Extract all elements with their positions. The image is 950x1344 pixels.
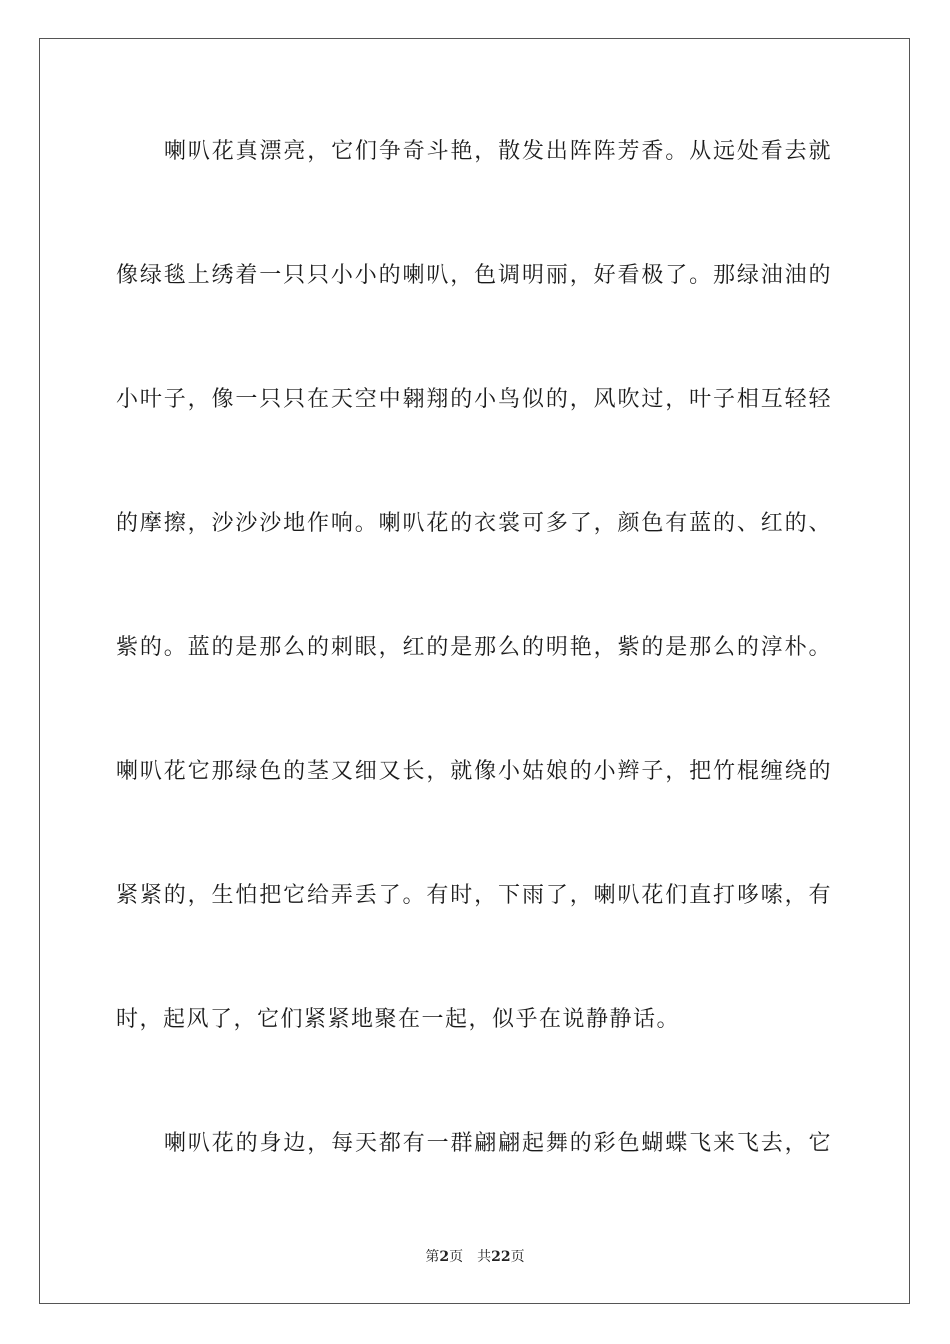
footer-total-suffix: 页 <box>510 1249 525 1265</box>
paragraph-1-line-4: 的摩擦，沙沙沙地作响。喇叭花的衣裳可多了，颜色有蓝的、红的、 <box>116 511 832 536</box>
paragraph-1-line-1: 喇叭花真漂亮，它们争奇斗艳，散发出阵阵芳香。从远处看去就 <box>164 139 832 164</box>
paragraph-2-line-1: 喇叭花的身边，每天都有一群翩翩起舞的彩色蝴蝶飞来飞去，它 <box>164 1131 832 1156</box>
page-border <box>39 38 910 1304</box>
footer-total-pages: 22 <box>491 1249 511 1265</box>
paragraph-1-line-5: 紫的。蓝的是那么的刺眼，红的是那么的明艳，紫的是那么的淳朴。 <box>116 635 832 660</box>
paragraph-1-line-6: 喇叭花它那绿色的茎又细又长，就像小姑娘的小辫子，把竹棍缠绕的 <box>116 759 832 784</box>
paragraph-1-line-3: 小叶子，像一只只在天空中翱翔的小鸟似的，风吹过，叶子相互轻轻 <box>116 387 832 412</box>
paragraph-1-line-7: 紧紧的，生怕把它给弄丢了。有时，下雨了，喇叭花们直打哆嗦，有 <box>116 883 832 908</box>
footer-page-prefix: 第 <box>425 1249 440 1265</box>
footer-page-number: 2 <box>439 1249 450 1265</box>
paragraph-1-line-8: 时，起风了，它们紧紧地聚在一起，似乎在说静静话。 <box>116 1007 681 1032</box>
paragraph-1-line-2: 像绿毯上绣着一只只小小的喇叭，色调明丽，好看极了。那绿油油的 <box>116 263 832 288</box>
footer-total-prefix: 共 <box>477 1249 492 1265</box>
page-footer <box>0 1248 950 1266</box>
footer-page-suffix: 页 <box>449 1249 464 1265</box>
